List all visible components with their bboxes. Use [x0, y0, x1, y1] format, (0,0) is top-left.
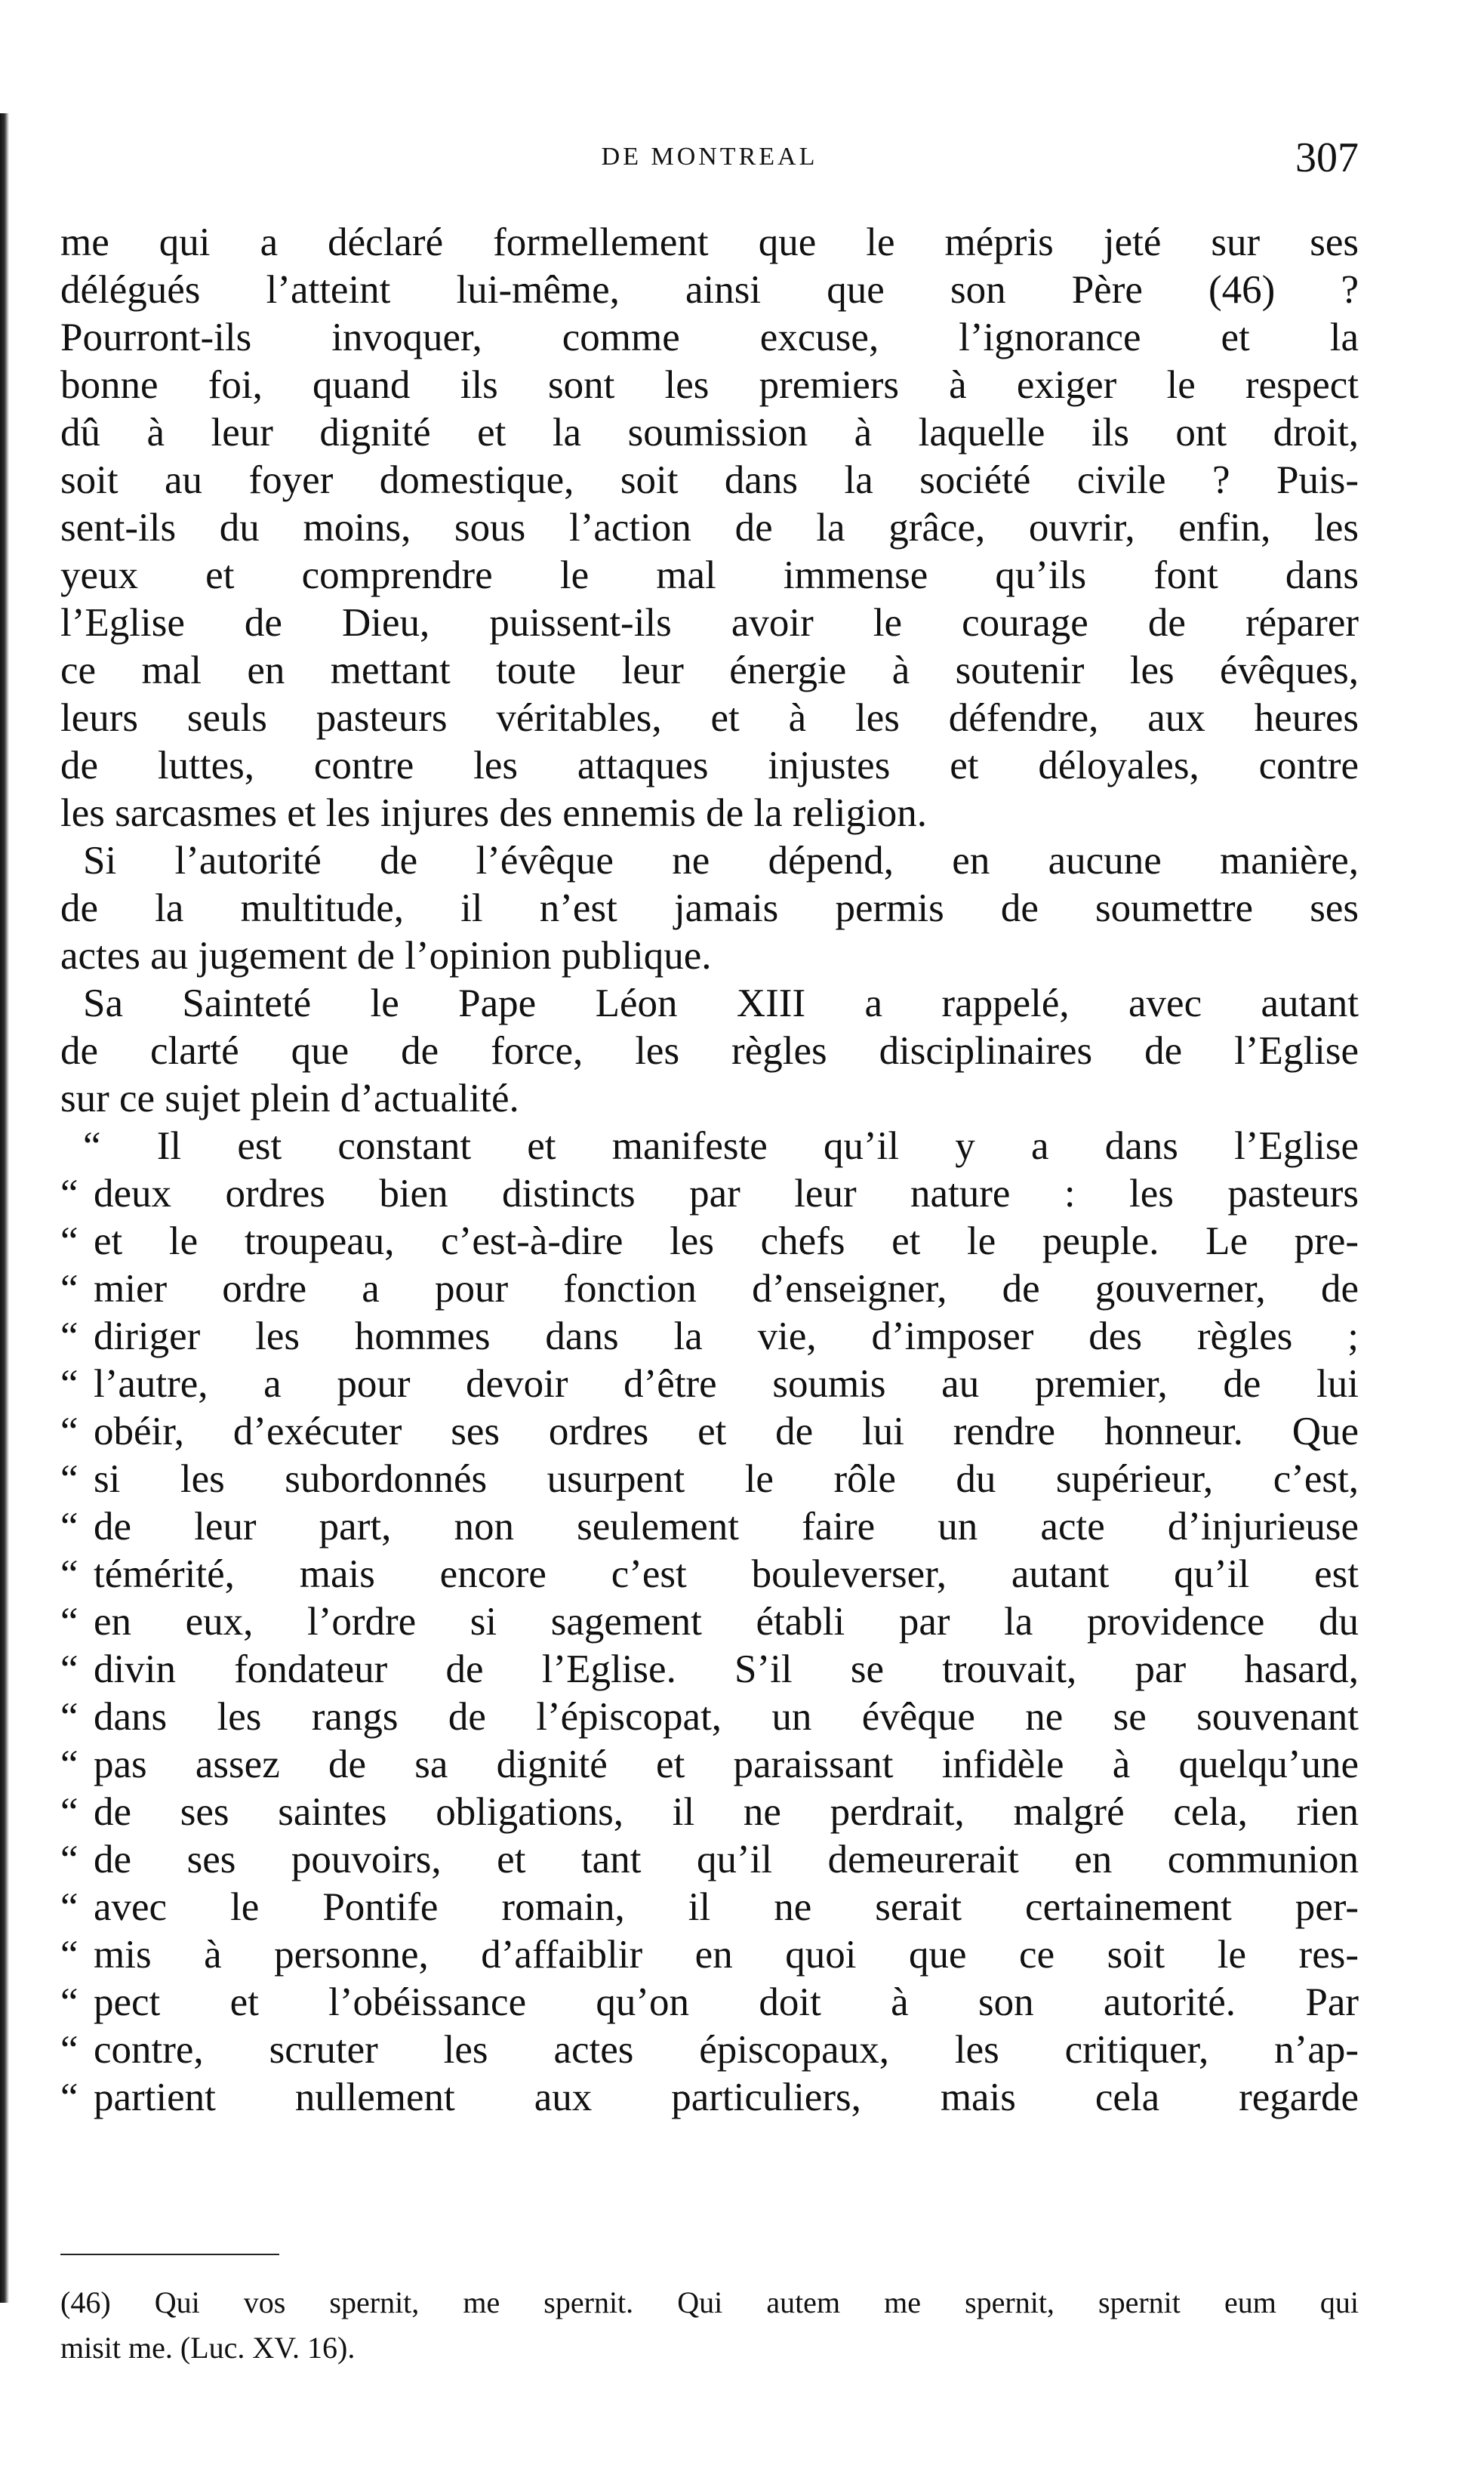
- quote-mark: “: [60, 1172, 79, 1216]
- text-line: [60, 457, 1359, 504]
- text-line-content: délégués l’atteint lui-même, ainsi que son Père (46) ?: [60, 268, 1359, 312]
- text-line-content: diriger les hommes dans la vie, d’imposer des règles ;: [94, 1314, 1359, 1358]
- quote-mark: “: [60, 2028, 79, 2072]
- text-line: [60, 1313, 1359, 1361]
- quote-mark: “: [60, 1695, 79, 1739]
- quote-mark: “: [60, 1980, 79, 2024]
- text-line: [60, 1646, 1359, 1693]
- text-line: [60, 267, 1359, 314]
- text-line-content: avec le Pontife romain, il ne serait certainement per-: [94, 1885, 1359, 1929]
- text-line: [60, 1218, 1359, 1265]
- text-line: [60, 1265, 1359, 1313]
- text-line-content: dû à leur dignité et la soumission à laquelle ils ont droit,: [60, 411, 1359, 455]
- page-edge-shadow: [0, 113, 9, 2303]
- text-line-content: leurs seuls pasteurs véritables, et à les défendre, aux heures: [60, 696, 1359, 740]
- text-line-content: actes au jugement de l’opinion publique.: [60, 934, 712, 978]
- text-line: [60, 409, 1359, 457]
- quote-mark: “: [60, 1410, 79, 1453]
- text-line: [60, 2026, 1359, 2074]
- text-line-content: et le troupeau, c’est-à-dire les chefs et le peuple. Le pre-: [94, 1219, 1359, 1263]
- text-line: [60, 1884, 1359, 1931]
- text-line: [60, 1789, 1359, 1836]
- text-line: [60, 1693, 1359, 1741]
- text-line: [60, 742, 1359, 790]
- text-line: [60, 1361, 1359, 1408]
- text-line: [60, 362, 1359, 409]
- text-line-content: Sa Sainteté le Pape Léon XIII a rappelé, avec autant: [83, 982, 1359, 1025]
- text-line-content: pect et l’obéissance qu’on doit à son autorité. Par: [94, 1980, 1359, 2024]
- text-line: [60, 932, 1359, 980]
- running-title: DE MONTREAL: [601, 143, 818, 171]
- text-line-content: me qui a déclaré formellement que le mépris jeté sur ses: [60, 220, 1359, 264]
- quote-mark: “: [60, 1505, 79, 1549]
- text-line: [60, 504, 1359, 552]
- text-line-content: sent-ils du moins, sous l’action de la grâce, ouvrir, enfin, les: [60, 506, 1359, 550]
- text-line: [60, 647, 1359, 695]
- footnote-separator: [60, 2254, 279, 2255]
- text-line-content: “ Il est constant et manifeste qu’il y a dans l’Eglise: [83, 1124, 1359, 1168]
- text-line: [60, 1123, 1359, 1170]
- quote-mark: “: [60, 1790, 79, 1834]
- text-line-content: Si l’autorité de l’évêque ne dépend, en aucune manière,: [83, 839, 1359, 883]
- text-line: [60, 1979, 1359, 2026]
- quote-mark: “: [60, 1552, 79, 1596]
- body-text: [60, 219, 1359, 2122]
- text-line: [60, 1408, 1359, 1456]
- quote-mark: “: [60, 1362, 79, 1406]
- text-line: [60, 980, 1359, 1028]
- text-line: [60, 2074, 1359, 2122]
- text-line-content: obéir, d’exécuter ses ordres et de lui rendre honneur. Que: [94, 1410, 1359, 1453]
- footnote-line: (46) Qui vos spernit, me spernit. Qui autem me spernit, spernit eum qui: [60, 2285, 1359, 2319]
- text-line-content: les sarcasmes et les injures des ennemis de la religion.: [60, 791, 927, 835]
- text-line: [60, 314, 1359, 362]
- text-line: [60, 1836, 1359, 1884]
- quote-mark: “: [60, 1600, 79, 1644]
- text-line: [60, 1551, 1359, 1598]
- text-line-content: mier ordre a pour fonction d’enseigner, de gouverner, de: [94, 1267, 1359, 1311]
- text-line: [60, 695, 1359, 742]
- text-line-content: de ses pouvoirs, et tant qu’il demeurerait en communion: [94, 1838, 1359, 1881]
- footnote-line: misit me. (Luc. XV. 16).: [60, 2331, 356, 2365]
- text-line-content: de la multitude, il n’est jamais permis de soumettre ses: [60, 886, 1359, 930]
- text-line-content: pas assez de sa dignité et paraissant infidèle à quelqu’une: [94, 1743, 1359, 1786]
- text-line-content: de ses saintes obligations, il ne perdrait, malgré cela, rien: [94, 1790, 1359, 1834]
- text-line-content: de luttes, contre les attaques injustes et déloyales, contre: [60, 744, 1359, 787]
- text-line-content: témérité, mais encore c’est bouleverser, autant qu’il est: [94, 1552, 1359, 1596]
- text-line-content: partient nullement aux particuliers, mais cela regarde: [94, 2076, 1359, 2119]
- quote-mark: “: [60, 1219, 79, 1263]
- quote-mark: “: [60, 1457, 79, 1501]
- text-line: [60, 1075, 1359, 1123]
- quote-mark: “: [60, 1314, 79, 1358]
- text-line-content: si les subordonnés usurpent le rôle du supérieur, c’est,: [94, 1457, 1359, 1501]
- quote-mark: “: [60, 2076, 79, 2119]
- footnote: [60, 2280, 1359, 2371]
- text-line-content: deux ordres bien distincts par leur nature : les pasteurs: [94, 1172, 1359, 1216]
- text-line-content: Pourront-ils invoquer, comme excuse, l’ignorance et la: [60, 316, 1359, 359]
- text-line: [60, 599, 1359, 647]
- text-line-content: l’Eglise de Dieu, puissent-ils avoir le courage de réparer: [60, 601, 1359, 645]
- text-line-content: mis à personne, d’affaiblir en quoi que ce soit le res-: [94, 1933, 1359, 1977]
- text-line: [60, 219, 1359, 267]
- text-line-content: de clarté que de force, les règles disciplinaires de l’Eglise: [60, 1029, 1359, 1073]
- text-line: [60, 552, 1359, 599]
- text-line: [60, 837, 1359, 885]
- text-line-content: divin fondateur de l’Eglise. S’il se trouvait, par hasard,: [94, 1647, 1359, 1691]
- text-line-content: en eux, l’ordre si sagement établi par la providence du: [94, 1600, 1359, 1644]
- quote-mark: “: [60, 1267, 79, 1311]
- text-line: [60, 1028, 1359, 1075]
- text-line: [60, 1741, 1359, 1789]
- text-line-content: l’autre, a pour devoir d’être soumis au premier, de lui: [94, 1362, 1359, 1406]
- text-line-content: contre, scruter les actes épiscopaux, les critiquer, n’ap-: [94, 2028, 1359, 2072]
- text-line: [60, 1456, 1359, 1503]
- quote-mark: “: [60, 1933, 79, 1977]
- quote-mark: “: [60, 1647, 79, 1691]
- quote-mark: “: [60, 1885, 79, 1929]
- text-line-content: sur ce sujet plein d’actualité.: [60, 1077, 519, 1120]
- text-line: [60, 1503, 1359, 1551]
- text-line: [60, 1598, 1359, 1646]
- page-header: [60, 134, 1359, 185]
- text-line-content: ce mal en mettant toute leur énergie à soutenir les évêques,: [60, 649, 1359, 692]
- text-line: [60, 1931, 1359, 1979]
- text-line: [60, 1170, 1359, 1218]
- page-number: 307: [1295, 134, 1359, 181]
- text-line-content: de leur part, non seulement faire un acte d’injurieuse: [94, 1505, 1359, 1549]
- text-line-content: soit au foyer domestique, soit dans la société civile ? Puis-: [60, 458, 1359, 502]
- text-line-content: yeux et comprendre le mal immense qu’ils font dans: [60, 553, 1359, 597]
- text-line: [60, 790, 1359, 837]
- text-line-content: dans les rangs de l’épiscopat, un évêque ne se souvenant: [94, 1695, 1359, 1739]
- quote-mark: “: [60, 1743, 79, 1786]
- quote-mark: “: [60, 1838, 79, 1881]
- text-line: [60, 885, 1359, 932]
- text-line-content: bonne foi, quand ils sont les premiers à exiger le respect: [60, 363, 1359, 407]
